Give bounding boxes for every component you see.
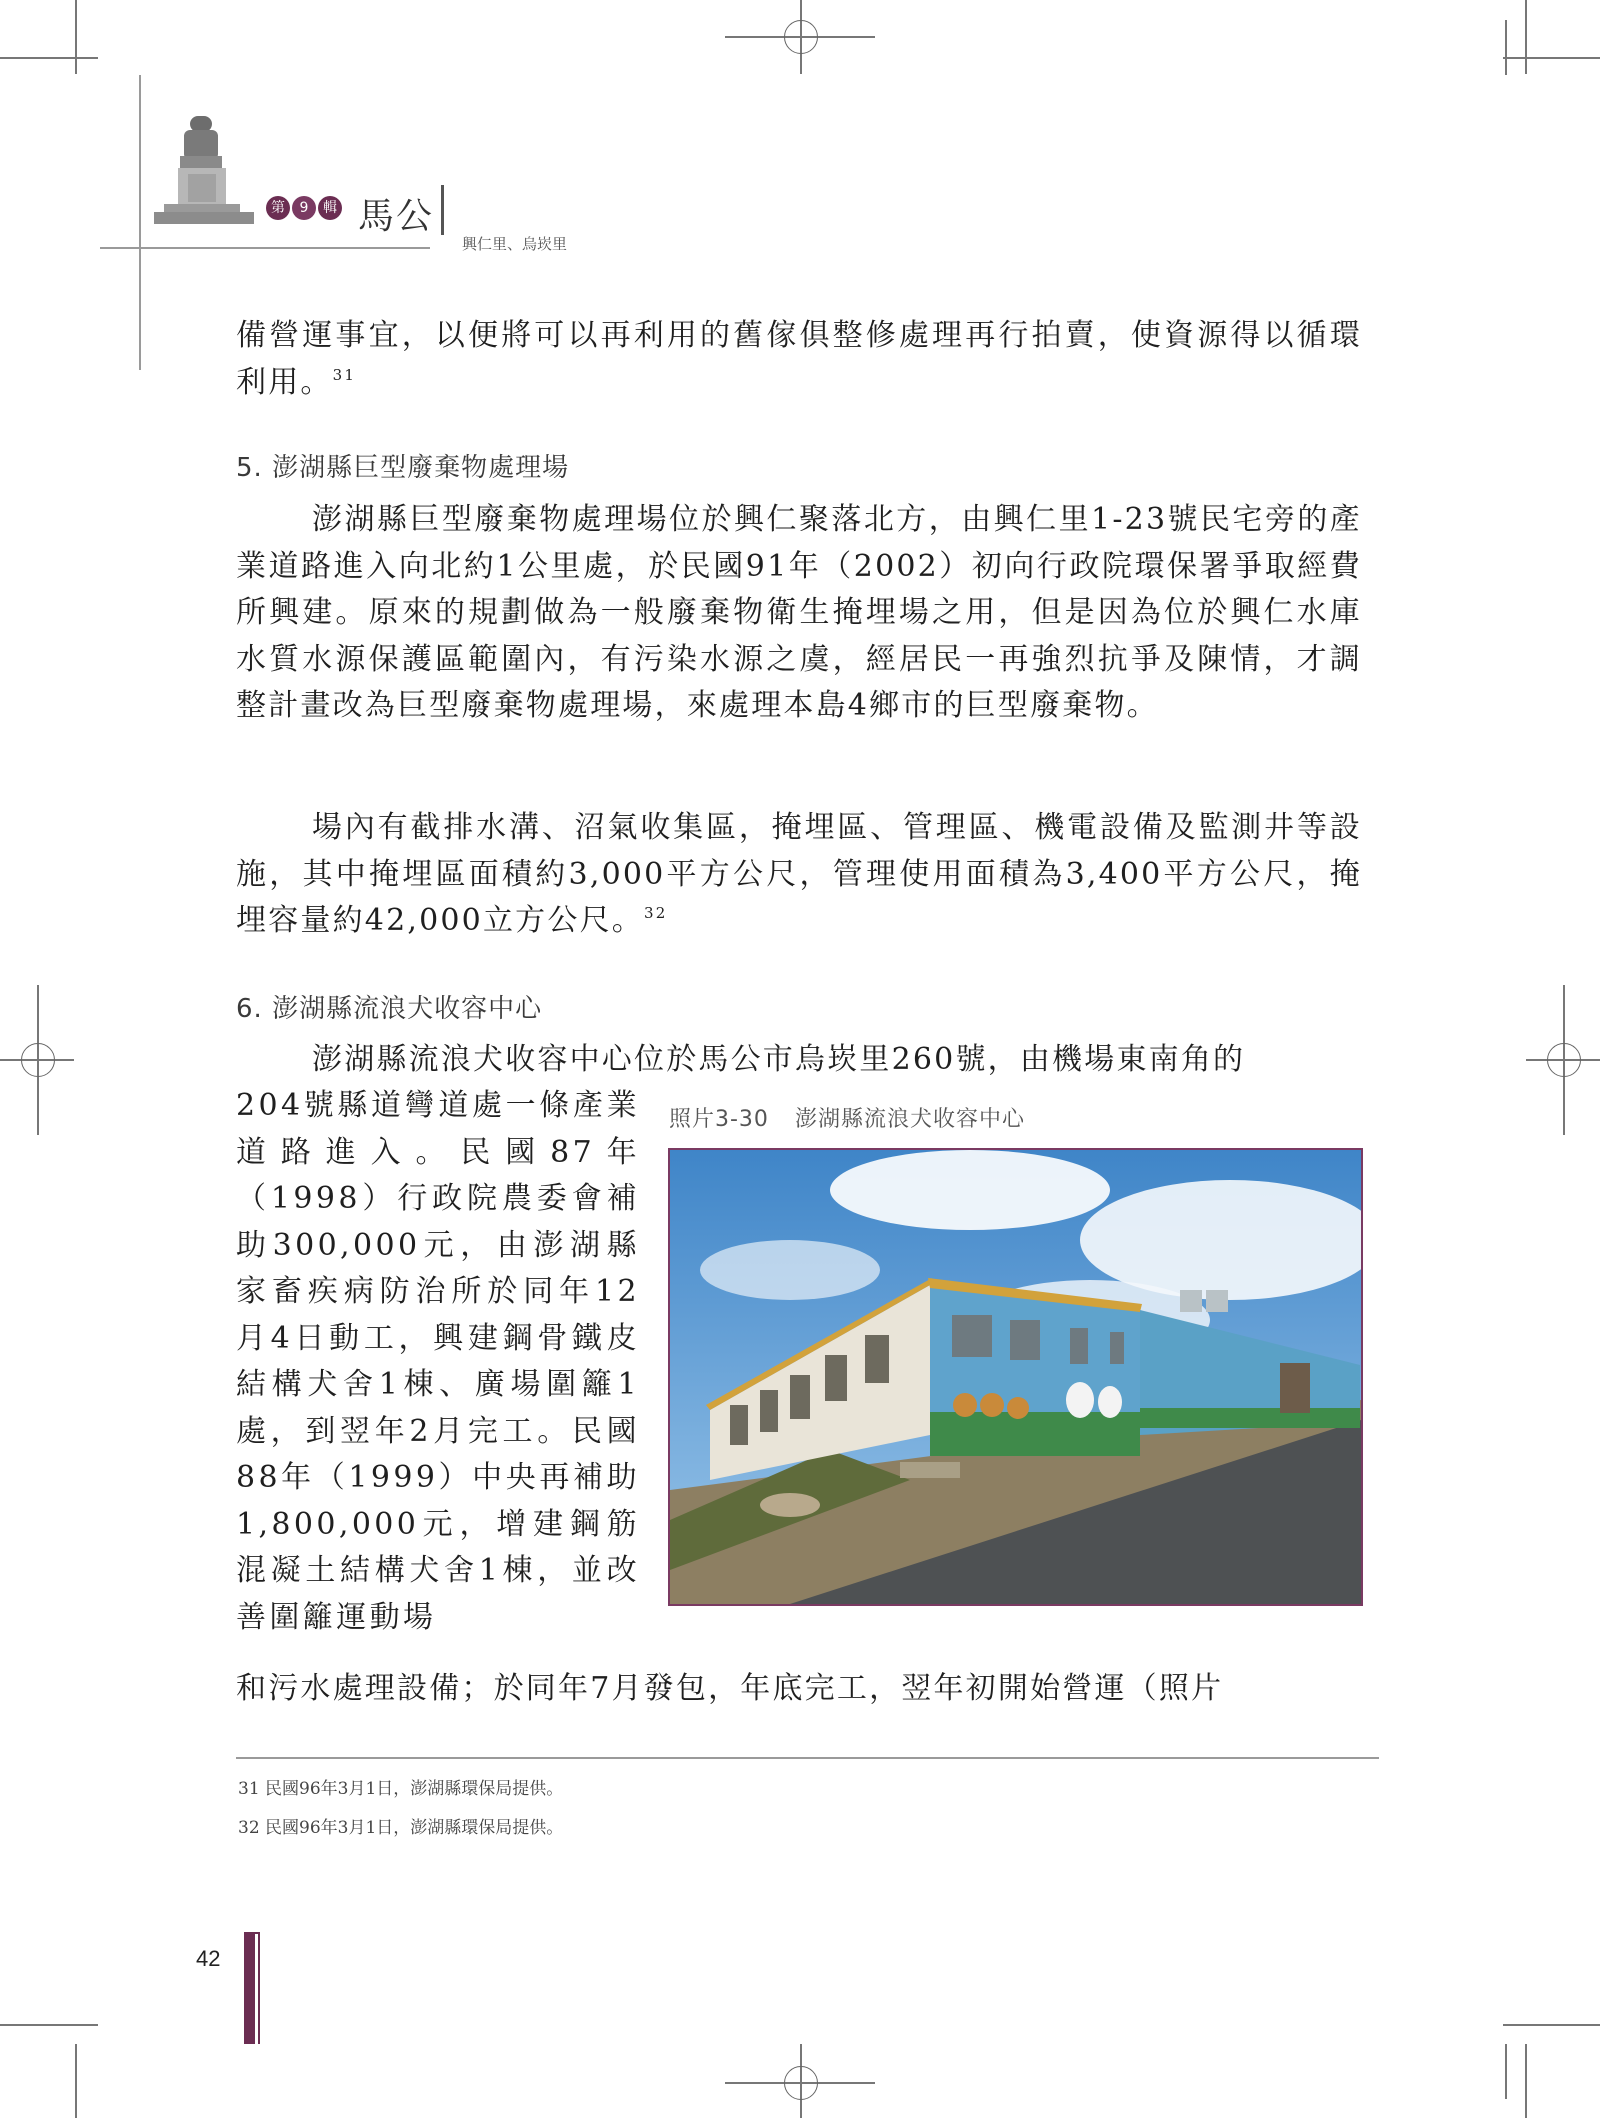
- photo-caption: [669, 1102, 1025, 1133]
- paragraph: 澎湖縣流浪犬收容中心位於馬公市烏崁里260號，由機場東南角的: [312, 1042, 1246, 1077]
- photo: [668, 1148, 1363, 1606]
- header-rule: [100, 247, 430, 249]
- section-heading: 6. 澎湖縣流浪犬收容中心: [236, 994, 543, 1024]
- chapter-subtitle: 興仁里、烏崁里: [462, 235, 568, 253]
- photo-title: 澎湖縣流浪犬收容中心: [794, 1107, 1025, 1132]
- crop-mark: [1503, 57, 1600, 59]
- registration-mark: [1547, 1043, 1581, 1077]
- paragraph: 和污水處理設備；於同年7月發包，年底完工，翌年初開始營運（照片: [236, 1671, 1224, 1706]
- page-number: 42: [196, 1946, 221, 1971]
- page-marker: [258, 1932, 260, 2044]
- crop-mark: [0, 2024, 98, 2026]
- footnote: 31 民國96年3月1日，澎湖縣環保局提供。: [238, 1779, 564, 1799]
- paragraph: 澎湖縣巨型廢棄物處理場位於興仁聚落北方，由興仁里1-23號民宅旁的產業道路進入向北約1公里處，於民國91年（2002）初向行政院環保署爭取經費所興建。原來的規劃做為一般廢棄物衛生掩埋場之用，但是因為位於興仁水庫水質水源保護區範圍內，有污染水源之虞，經居民一再強烈抗爭及陳情，才調整計畫改為巨型廢棄物處理場，來處理本島4鄉市的巨型廢棄物。: [236, 502, 1362, 723]
- footnote: 32 民國96年3月1日，澎湖縣環保局提供。: [238, 1818, 564, 1838]
- crop-mark: [1525, 0, 1527, 74]
- title-divider: [441, 185, 444, 235]
- page-marker: [244, 1932, 255, 2044]
- paragraph: 場內有截排水溝、沼氣收集區，掩埋區、管理區、機電設備及監測井等設施，其中掩埋區面積約3,000平方公尺，管理使用面積為3,400平方公尺，掩埋容量約42,000立方公尺。$^{32}$: [236, 810, 1362, 938]
- registration-mark: [21, 1043, 55, 1077]
- chapter-badge: 輯: [318, 196, 342, 220]
- page-marker: [244, 1932, 260, 1934]
- registration-mark: [784, 20, 818, 54]
- footnote-rule: [236, 1757, 1379, 1759]
- crop-mark: [75, 0, 77, 74]
- chapter-title: 馬公: [358, 196, 435, 237]
- paragraph-continued: 備營運事宜，以便將可以再利用的舊傢俱整修處理再行拍賣，使資源得以循環利用。$^{31}$: [236, 318, 1362, 400]
- crop-mark: [1505, 20, 1507, 75]
- shelter-photo: [670, 1150, 1361, 1604]
- statue-illustration: [150, 108, 260, 226]
- footnote-ref: 32: [643, 904, 668, 922]
- chapter-badge: 第: [266, 196, 290, 220]
- crop-mark: [0, 57, 98, 59]
- crop-mark: [1525, 2044, 1527, 2118]
- footnote-ref: 31: [332, 365, 357, 384]
- paragraph-wrapped: 204號縣道彎道處一條產業道路進入。民國87年（1998）行政院農委會補助300,000元，由澎湖縣家畜疾病防治所於同年12月4日動工，興建鋼骨鐵皮結構犬舍1棟、廣場圍籬1處，到翌年2月完工。民國88年（1999）中央再補助1,800,000元，增建鋼筋混凝土結構犬舍1棟，並改善圍籬運動場: [236, 1088, 640, 1635]
- header-rule: [139, 75, 141, 370]
- chapter-badge: 9: [292, 196, 316, 220]
- section-heading: 5. 澎湖縣巨型廢棄物處理場: [236, 453, 570, 483]
- registration-mark: [784, 2066, 818, 2100]
- crop-mark: [1505, 2044, 1507, 2099]
- photo-number: 照片3-30: [669, 1107, 769, 1132]
- crop-mark: [75, 2044, 77, 2118]
- crop-mark: [1503, 2024, 1600, 2026]
